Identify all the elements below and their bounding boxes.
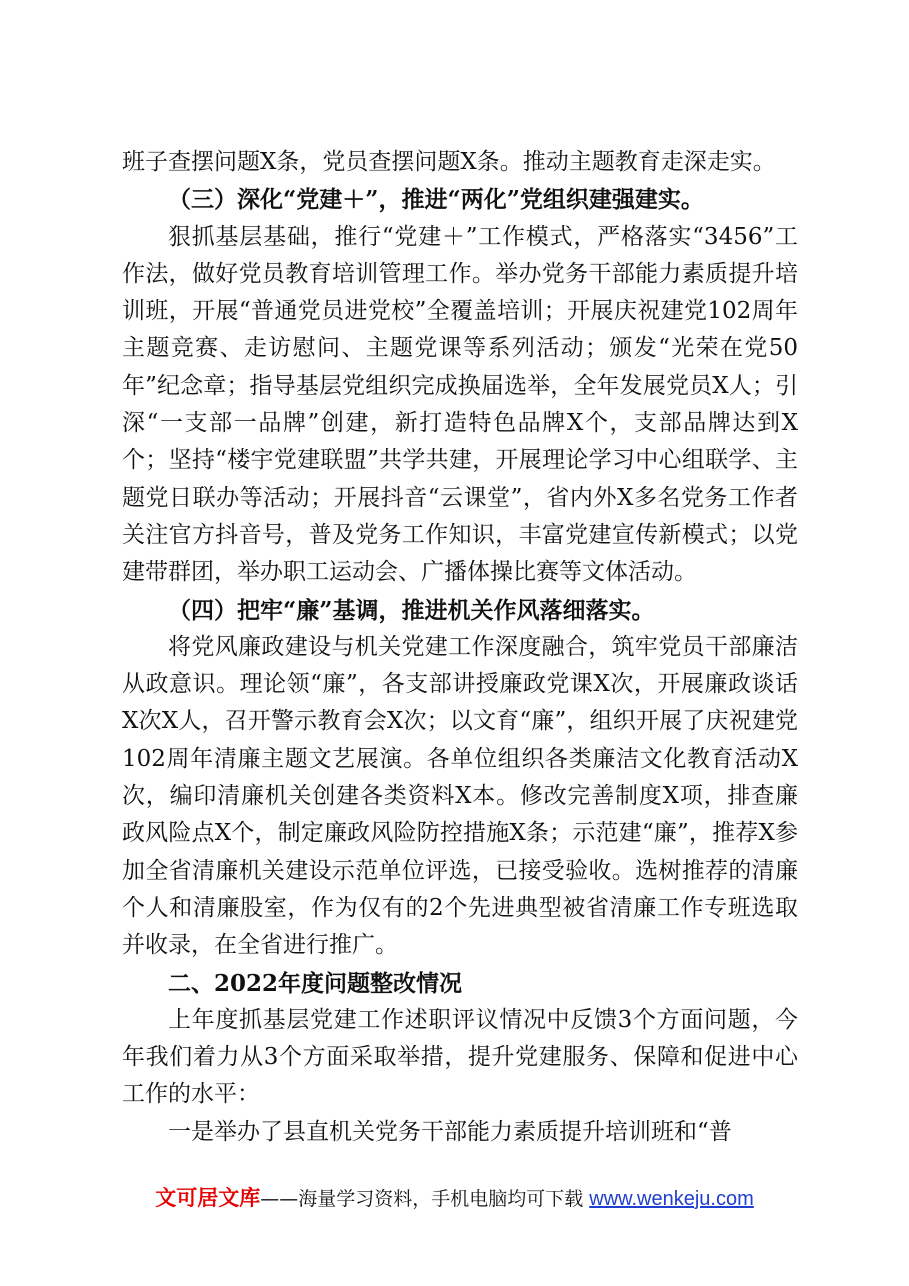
section-heading-3: （三）深化“党建＋”，推进“两化”党组织建强建实。	[168, 186, 704, 214]
footer-slogan: ——海量学习资料，手机电脑均可下载	[260, 1188, 584, 1210]
document-body	[122, 144, 798, 1151]
footer-url-link[interactable]: www.wenkeju.com	[589, 1188, 754, 1210]
chapter-heading-2: 二、2022年度问题整改情况	[168, 969, 463, 997]
paragraph-2: 狠抓基层基础，推行“党建＋”工作模式，严格落实“3456”工作法，做好党员教育培训管理工作。举办党务干部能力素质提升培训班，开展“普通党员进党校”全覆盖培训；开展庆祝建党102周年主题竞赛、走访慰问、主题党课等系列活动；颁发“光荣在党50年”纪念章；指导基层党组织完成换届选举，全年发展党员X人；引深“一支部一品牌”创建，新打造特色品牌X个，支部品牌达到X个；坚持“楼宇党建联盟”共学共建，开展理论学习中心组联学、主题党日联办等活动；开展抖音“云课堂”，省内外X多名党务工作者关注官方抖音号，普及党务工作知识，丰富党建宣传新模式；以党建带群团，举办职工运动会、广播体操比赛等文体活动。	[122, 223, 798, 586]
paragraph-1: 班子查摆问题X条，党员查摆问题X条。推动主题教育走深走实。	[122, 149, 776, 175]
paragraph-5: 一是举办了县直机关党务干部能力素质提升培训班和“普	[168, 1118, 732, 1145]
paragraph-3: 将党风廉政建设与机关党建工作深度融合，筑牢党员干部廉洁从政意识。理论领“廉”，各支部讲授廉政党课X次，开展廉政谈话X次X人，召开警示教育会X次；以文育“廉”，组织开展了庆祝建党102周年清廉主题文艺展演。各单位组织各类廉洁文化教育活动X次，编印清廉机关创建各类资料X本。修改完善制度X项，排查廉政风险点X个，制定廉政风险防控措施X条；示范建“廉”，推荐X参加全省清廉机关建设示范单位评选，已接受验收。选树推荐的清廉个人和清廉股室，作为仅有的2个先进典型被省清廉工作专班选取并收录，在全省进行推广。	[122, 633, 798, 959]
footer-brand: 文可居文库	[155, 1186, 261, 1210]
section-heading-4: （四）把牢“廉”基调，推进机关作风落细落实。	[168, 596, 655, 624]
footer-banner	[0, 1182, 909, 1212]
paragraph-4: 上年度抓基层党建工作述职评议情况中反馈3个方面问题，今年我们着力从3个方面采取举措，提升党建服务、保障和促进中心工作的水平：	[122, 1006, 798, 1108]
